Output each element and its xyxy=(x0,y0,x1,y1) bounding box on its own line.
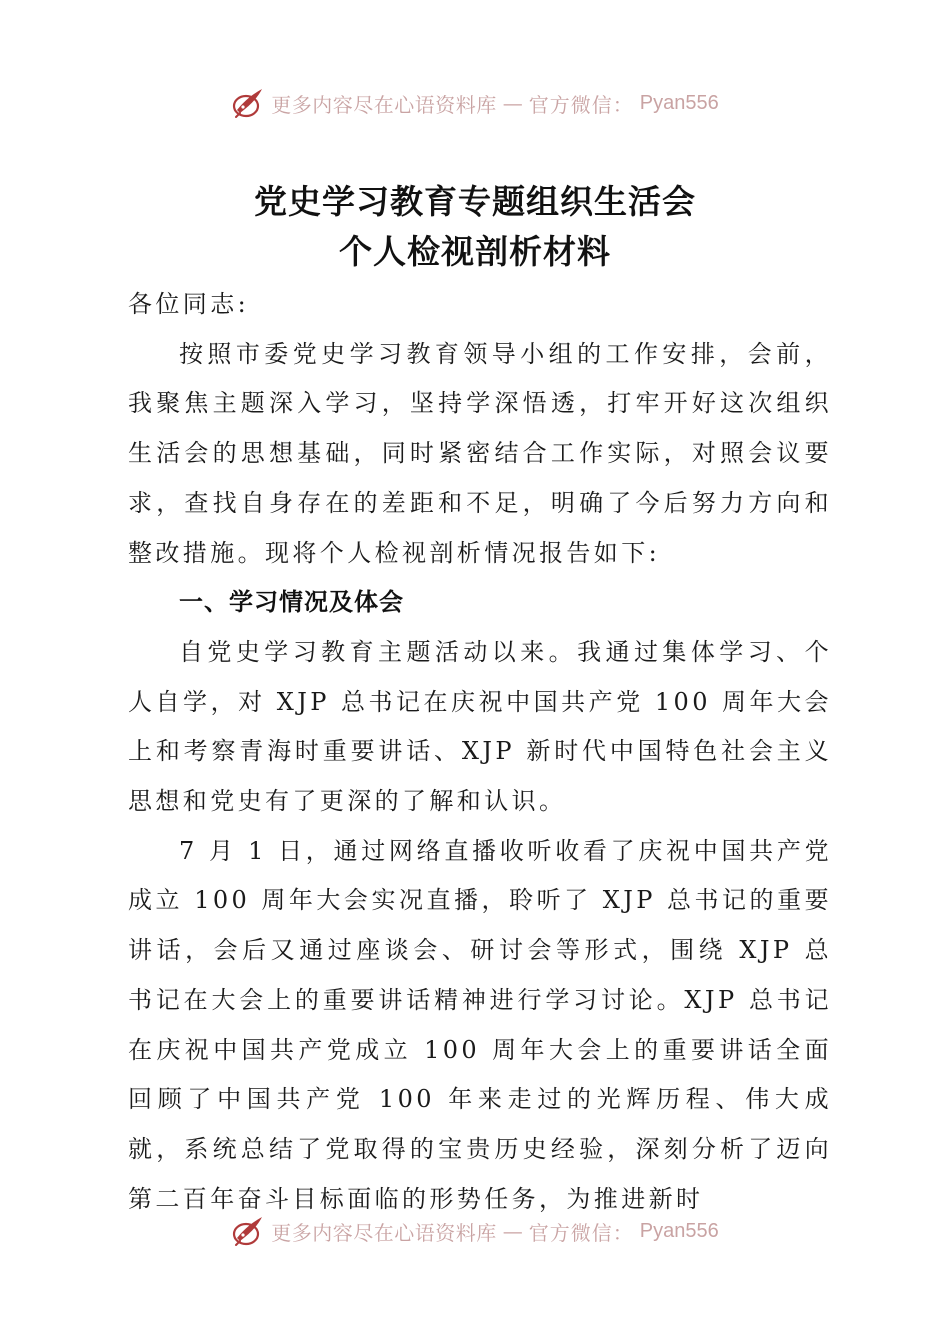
section-heading: 一、学习情况及体会 xyxy=(179,589,404,617)
title-line-1: 党史学习教育专题组织生活会 xyxy=(254,182,696,221)
body-paragraph: 7 月 1 日，通过网络直播收听收看了庆祝中国共产党成立 100 周年大会实况直播，聆听了 XJP 总书记的重要讲话，会后又通过座谈会、研讨会等形式，围绕 XJP 总书记在大会上的重要讲话精神进行学习讨论。XJP 总书记在庆祝中国共产党成立 100 周年大会上的重要讲话全面回顾了中国共产党 100 年来走过的光辉历程、伟大成就，系统总结了党取得的宝贵历史经验，深刻分析了迈向第二百年奋斗目标面临的形势任务，为推进新时 xyxy=(128,836,832,1213)
salutation: 各位同志: xyxy=(128,290,250,318)
quill-pen-logo-icon xyxy=(231,86,265,120)
body-paragraph: 自党史学习教育主题活动以来。我通过集体学习、个人自学，对 XJP 总书记在庆祝中国共产党 100 周年大会上和考察青海时重要讲话、XJP 新时代中国特色社会主义思想和党史有了更深的了解和认识。 xyxy=(128,637,832,816)
watermark-header xyxy=(0,83,950,123)
watermark-wechat-id: Pyan556 xyxy=(639,91,719,114)
watermark-footer xyxy=(0,1211,950,1251)
intro-paragraph: 按照市委党史学习教育领导小组的工作安排，会前，我聚焦主题深入学习，坚持学深悟透，打牢开好这次组织生活会的思想基础，同时紧密结合工作实际，对照会议要求，查找自身存在的差距和不足，明确了今后努力方向和整改措施。现将个人检视剖析情况报告如下: xyxy=(128,339,832,567)
watermark-footer-inner xyxy=(231,1214,718,1248)
watermark-wechat-id: Pyan556 xyxy=(639,1219,719,1242)
title-line-2: 个人检视剖析材料 xyxy=(339,232,611,271)
document-body xyxy=(128,280,832,1224)
watermark-separator: — xyxy=(502,1219,523,1243)
document-title xyxy=(0,177,950,277)
watermark-separator: — xyxy=(502,91,523,115)
quill-pen-logo-icon xyxy=(231,1214,265,1248)
watermark-header-inner xyxy=(231,86,718,120)
watermark-main-text: 更多内容尽在心语资料库 xyxy=(271,92,497,117)
watermark-main-text: 更多内容尽在心语资料库 xyxy=(271,1220,497,1245)
watermark-wechat-label: 官方微信： xyxy=(528,92,634,117)
watermark-wechat-label: 官方微信： xyxy=(528,1220,634,1245)
